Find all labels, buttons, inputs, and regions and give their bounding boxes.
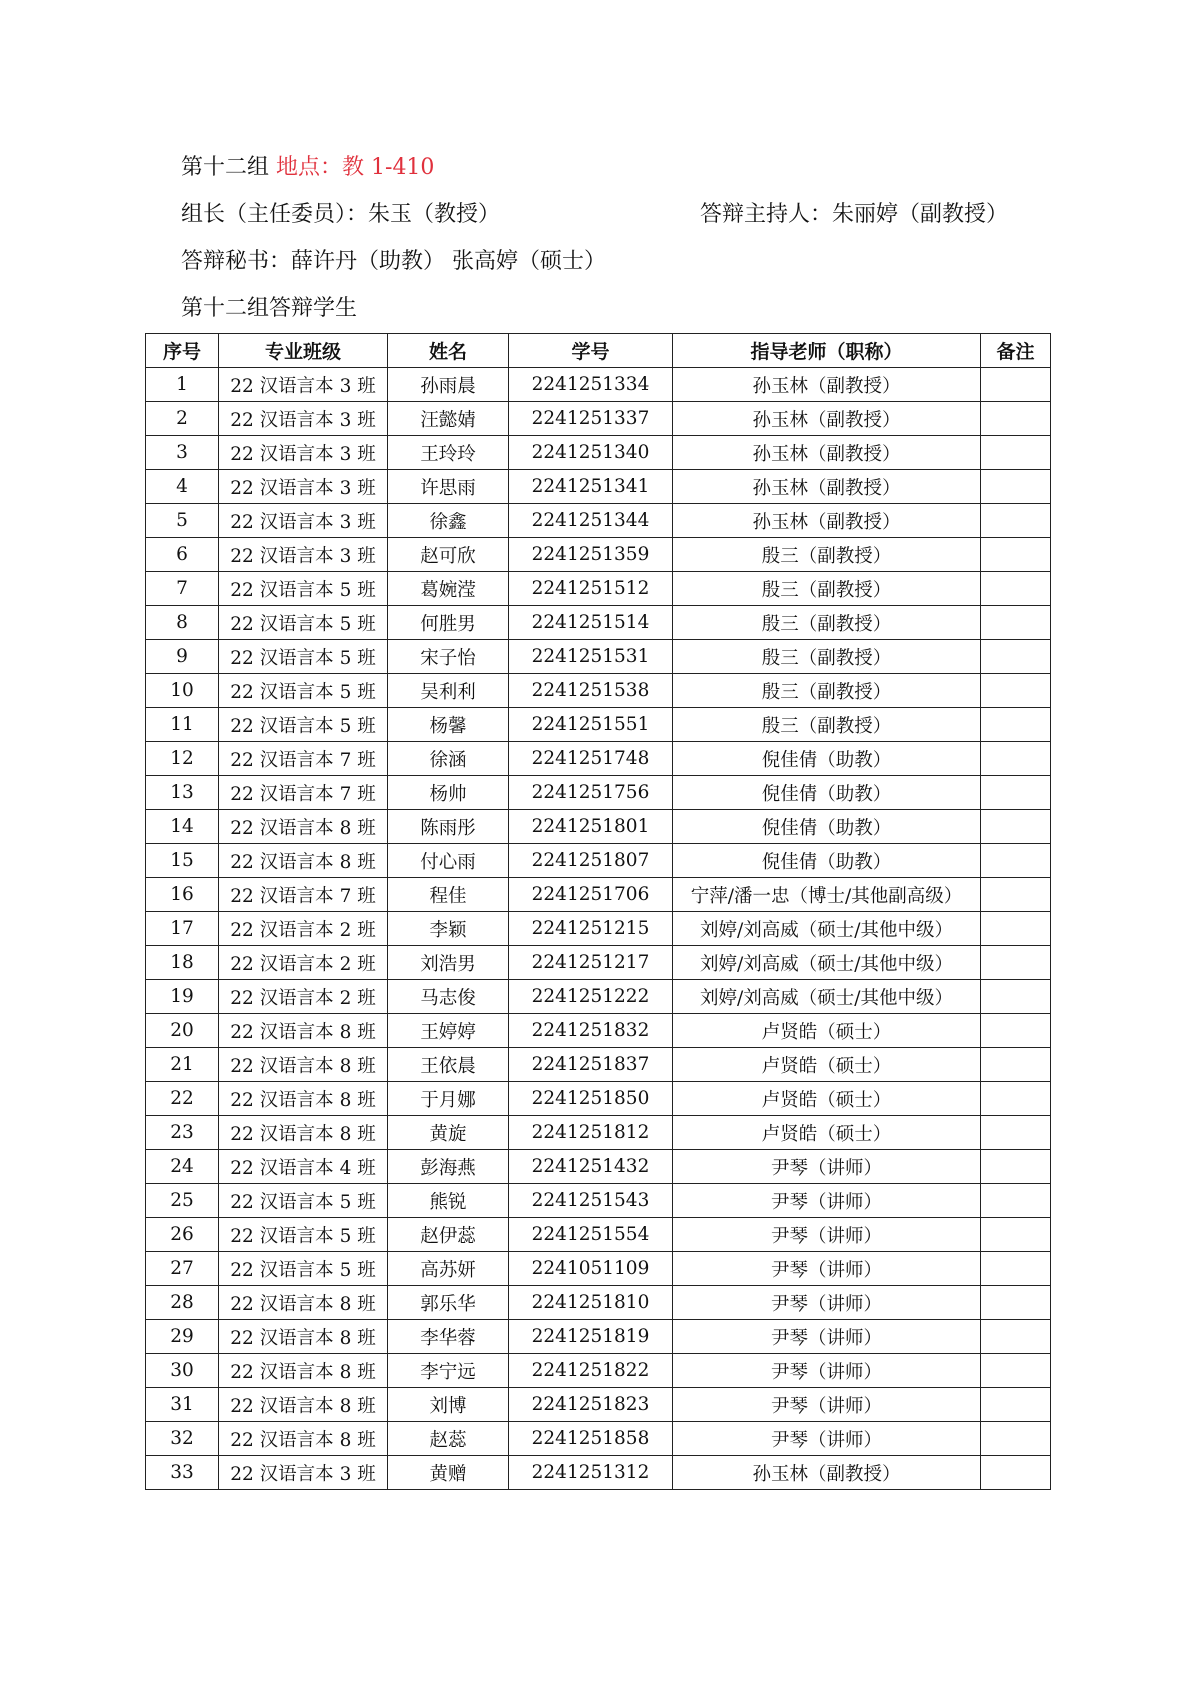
cell-name: 马志俊 (388, 980, 509, 1014)
cell-index: 18 (146, 946, 219, 980)
cell-name: 刘浩男 (388, 946, 509, 980)
cell-student-id: 2241251215 (509, 912, 673, 946)
cell-notes (981, 1014, 1051, 1048)
cell-student-id: 2241251756 (509, 776, 673, 810)
cell-notes (981, 368, 1051, 402)
secretary-text: 答辩秘书：薛许丹（助教） 张高婷（硕士） (181, 249, 606, 274)
cell-index: 15 (146, 844, 219, 878)
cell-index: 32 (146, 1422, 219, 1456)
cell-index: 21 (146, 1048, 219, 1082)
cell-class: 22 汉语言本 8 班 (219, 1048, 388, 1082)
cell-name: 徐鑫 (388, 504, 509, 538)
cell-class: 22 汉语言本 7 班 (219, 742, 388, 776)
cell-index: 23 (146, 1116, 219, 1150)
cell-index: 2 (146, 402, 219, 436)
cell-student-id: 2241251823 (509, 1388, 673, 1422)
cell-student-id: 2241251514 (509, 606, 673, 640)
cell-advisor: 尹琴（讲师） (673, 1320, 981, 1354)
cell-student-id: 2241251807 (509, 844, 673, 878)
cell-notes (981, 1082, 1051, 1116)
table-row (146, 1354, 1051, 1388)
table-row (146, 1184, 1051, 1218)
table-row (146, 538, 1051, 572)
column-header-student-id: 学号 (509, 334, 673, 368)
cell-name: 于月娜 (388, 1082, 509, 1116)
table-row (146, 504, 1051, 538)
cell-index: 6 (146, 538, 219, 572)
cell-advisor: 孙玉林（副教授） (673, 436, 981, 470)
cell-class: 22 汉语言本 3 班 (219, 1456, 388, 1490)
cell-index: 25 (146, 1184, 219, 1218)
cell-advisor: 尹琴（讲师） (673, 1354, 981, 1388)
cell-student-id: 2241251543 (509, 1184, 673, 1218)
cell-student-id: 2241251538 (509, 674, 673, 708)
cell-student-id: 2241251341 (509, 470, 673, 504)
table-row (146, 674, 1051, 708)
cell-index: 11 (146, 708, 219, 742)
table-row (146, 402, 1051, 436)
cell-class: 22 汉语言本 3 班 (219, 538, 388, 572)
cell-class: 22 汉语言本 8 班 (219, 1286, 388, 1320)
cell-advisor: 卢贤皓（硕士） (673, 1116, 981, 1150)
table-row (146, 708, 1051, 742)
cell-student-id: 2241251801 (509, 810, 673, 844)
table-row (146, 1388, 1051, 1422)
column-header-advisor: 指导老师（职称） (673, 334, 981, 368)
cell-advisor: 尹琴（讲师） (673, 1184, 981, 1218)
cell-class: 22 汉语言本 8 班 (219, 1320, 388, 1354)
table-row (146, 776, 1051, 810)
cell-name: 葛婉滢 (388, 572, 509, 606)
table-row (146, 1286, 1051, 1320)
cell-class: 22 汉语言本 8 班 (219, 1422, 388, 1456)
table-row (146, 742, 1051, 776)
cell-advisor: 尹琴（讲师） (673, 1218, 981, 1252)
table-row (146, 980, 1051, 1014)
cell-index: 13 (146, 776, 219, 810)
cell-student-id: 2241251312 (509, 1456, 673, 1490)
cell-advisor: 孙玉林（副教授） (673, 368, 981, 402)
cell-student-id: 2241251551 (509, 708, 673, 742)
cell-class: 22 汉语言本 8 班 (219, 1116, 388, 1150)
cell-notes (981, 1150, 1051, 1184)
cell-notes (981, 402, 1051, 436)
table-row (146, 878, 1051, 912)
cell-notes (981, 708, 1051, 742)
cell-name: 赵伊蕊 (388, 1218, 509, 1252)
table-row (146, 844, 1051, 878)
cell-notes (981, 1456, 1051, 1490)
cell-class: 22 汉语言本 4 班 (219, 1150, 388, 1184)
cell-name: 许思雨 (388, 470, 509, 504)
cell-notes (981, 1048, 1051, 1082)
cell-class: 22 汉语言本 3 班 (219, 402, 388, 436)
cell-class: 22 汉语言本 2 班 (219, 980, 388, 1014)
cell-class: 22 汉语言本 8 班 (219, 1354, 388, 1388)
cell-name: 黄旋 (388, 1116, 509, 1150)
cell-notes (981, 878, 1051, 912)
cell-student-id: 2241251812 (509, 1116, 673, 1150)
cell-name: 孙雨晨 (388, 368, 509, 402)
table-row (146, 1116, 1051, 1150)
cell-student-id: 2241251359 (509, 538, 673, 572)
cell-class: 22 汉语言本 8 班 (219, 1082, 388, 1116)
cell-index: 16 (146, 878, 219, 912)
cell-class: 22 汉语言本 8 班 (219, 1014, 388, 1048)
cell-advisor: 尹琴（讲师） (673, 1422, 981, 1456)
cell-notes (981, 1422, 1051, 1456)
table-row (146, 1252, 1051, 1286)
cell-name: 王依晨 (388, 1048, 509, 1082)
cell-index: 29 (146, 1320, 219, 1354)
cell-index: 8 (146, 606, 219, 640)
cell-class: 22 汉语言本 5 班 (219, 708, 388, 742)
cell-notes (981, 1320, 1051, 1354)
cell-notes (981, 606, 1051, 640)
students-table (145, 333, 1051, 1490)
cell-name: 李宁远 (388, 1354, 509, 1388)
host-text: 答辩主持人：朱丽婷（副教授） (700, 202, 1009, 227)
cell-student-id: 2241051109 (509, 1252, 673, 1286)
cell-name: 付心雨 (388, 844, 509, 878)
cell-notes (981, 1218, 1051, 1252)
cell-class: 22 汉语言本 7 班 (219, 878, 388, 912)
cell-notes (981, 1184, 1051, 1218)
cell-name: 赵蕊 (388, 1422, 509, 1456)
cell-student-id: 2241251858 (509, 1422, 673, 1456)
cell-index: 19 (146, 980, 219, 1014)
cell-class: 22 汉语言本 2 班 (219, 946, 388, 980)
cell-name: 熊锐 (388, 1184, 509, 1218)
cell-index: 28 (146, 1286, 219, 1320)
cell-advisor: 孙玉林（副教授） (673, 470, 981, 504)
cell-index: 20 (146, 1014, 219, 1048)
cell-class: 22 汉语言本 5 班 (219, 640, 388, 674)
cell-notes (981, 436, 1051, 470)
table-row (146, 1456, 1051, 1490)
cell-notes (981, 776, 1051, 810)
cell-student-id: 2241251822 (509, 1354, 673, 1388)
cell-notes (981, 538, 1051, 572)
cell-index: 17 (146, 912, 219, 946)
column-header-name: 姓名 (388, 334, 509, 368)
cell-index: 3 (146, 436, 219, 470)
cell-notes (981, 504, 1051, 538)
cell-class: 22 汉语言本 5 班 (219, 1184, 388, 1218)
cell-class: 22 汉语言本 5 班 (219, 1252, 388, 1286)
table-row (146, 606, 1051, 640)
cell-advisor: 孙玉林（副教授） (673, 402, 981, 436)
cell-notes (981, 640, 1051, 674)
students-title: 第十二组答辩学生 (181, 296, 358, 321)
table-row (146, 810, 1051, 844)
cell-advisor: 孙玉林（副教授） (673, 1456, 981, 1490)
table-row (146, 1048, 1051, 1082)
cell-name: 李颖 (388, 912, 509, 946)
column-header-notes: 备注 (981, 334, 1051, 368)
cell-class: 22 汉语言本 8 班 (219, 810, 388, 844)
cell-advisor: 殷三（副教授） (673, 674, 981, 708)
cell-name: 何胜男 (388, 606, 509, 640)
cell-index: 4 (146, 470, 219, 504)
cell-student-id: 2241251512 (509, 572, 673, 606)
cell-name: 陈雨彤 (388, 810, 509, 844)
cell-student-id: 2241251222 (509, 980, 673, 1014)
cell-student-id: 2241251706 (509, 878, 673, 912)
location-text: 地点：教 1-410 (276, 155, 435, 180)
column-header-class: 专业班级 (219, 334, 388, 368)
cell-index: 30 (146, 1354, 219, 1388)
group-label: 第十二组 (181, 155, 270, 180)
cell-advisor: 卢贤皓（硕士） (673, 1014, 981, 1048)
cell-name: 王婷婷 (388, 1014, 509, 1048)
cell-name: 杨帅 (388, 776, 509, 810)
cell-notes (981, 674, 1051, 708)
cell-notes (981, 1116, 1051, 1150)
cell-name: 黄赠 (388, 1456, 509, 1490)
cell-advisor: 殷三（副教授） (673, 640, 981, 674)
cell-name: 吴利利 (388, 674, 509, 708)
cell-student-id: 2241251432 (509, 1150, 673, 1184)
cell-index: 9 (146, 640, 219, 674)
cell-advisor: 卢贤皓（硕士） (673, 1082, 981, 1116)
table-row (146, 1320, 1051, 1354)
cell-student-id: 2241251344 (509, 504, 673, 538)
cell-advisor: 刘婷/刘高威（硕士/其他中级） (673, 980, 981, 1014)
table-row (146, 1218, 1051, 1252)
cell-advisor: 殷三（副教授） (673, 538, 981, 572)
cell-advisor: 殷三（副教授） (673, 606, 981, 640)
cell-index: 5 (146, 504, 219, 538)
cell-advisor: 刘婷/刘高威（硕士/其他中级） (673, 912, 981, 946)
cell-class: 22 汉语言本 5 班 (219, 1218, 388, 1252)
group-heading (181, 153, 434, 183)
cell-name: 王玲玲 (388, 436, 509, 470)
cell-advisor: 尹琴（讲师） (673, 1252, 981, 1286)
cell-student-id: 2241251850 (509, 1082, 673, 1116)
cell-advisor: 宁萍/潘一忠（博士/其他副高级） (673, 878, 981, 912)
cell-notes (981, 946, 1051, 980)
cell-name: 李华蓉 (388, 1320, 509, 1354)
cell-student-id: 2241251819 (509, 1320, 673, 1354)
cell-index: 26 (146, 1218, 219, 1252)
cell-student-id: 2241251810 (509, 1286, 673, 1320)
cell-notes (981, 1388, 1051, 1422)
cell-advisor: 倪佳倩（助教） (673, 776, 981, 810)
cell-index: 7 (146, 572, 219, 606)
cell-student-id: 2241251554 (509, 1218, 673, 1252)
cell-notes (981, 1252, 1051, 1286)
cell-advisor: 倪佳倩（助教） (673, 844, 981, 878)
cell-advisor: 尹琴（讲师） (673, 1286, 981, 1320)
cell-notes (981, 912, 1051, 946)
cell-advisor: 刘婷/刘高威（硕士/其他中级） (673, 946, 981, 980)
cell-student-id: 2241251832 (509, 1014, 673, 1048)
cell-advisor: 殷三（副教授） (673, 708, 981, 742)
column-header-index: 序号 (146, 334, 219, 368)
table-row (146, 640, 1051, 674)
cell-notes (981, 1354, 1051, 1388)
cell-index: 24 (146, 1150, 219, 1184)
cell-index: 22 (146, 1082, 219, 1116)
cell-name: 赵可欣 (388, 538, 509, 572)
cell-notes (981, 844, 1051, 878)
cell-name: 徐涵 (388, 742, 509, 776)
cell-advisor: 卢贤皓（硕士） (673, 1048, 981, 1082)
cell-advisor: 倪佳倩（助教） (673, 810, 981, 844)
table-row (146, 368, 1051, 402)
cell-student-id: 2241251340 (509, 436, 673, 470)
cell-class: 22 汉语言本 5 班 (219, 572, 388, 606)
table-row (146, 1014, 1051, 1048)
table-row (146, 470, 1051, 504)
leader-text: 组长（主任委员）：朱玉（教授） (181, 202, 501, 227)
cell-index: 10 (146, 674, 219, 708)
table-row (146, 946, 1051, 980)
cell-notes (981, 742, 1051, 776)
table-row (146, 1150, 1051, 1184)
cell-name: 程佳 (388, 878, 509, 912)
table-row (146, 1422, 1051, 1456)
cell-class: 22 汉语言本 3 班 (219, 368, 388, 402)
table-row (146, 1082, 1051, 1116)
cell-name: 汪懿婧 (388, 402, 509, 436)
cell-advisor: 殷三（副教授） (673, 572, 981, 606)
cell-student-id: 2241251217 (509, 946, 673, 980)
cell-index: 14 (146, 810, 219, 844)
cell-name: 高苏妍 (388, 1252, 509, 1286)
cell-advisor: 尹琴（讲师） (673, 1388, 981, 1422)
cell-index: 27 (146, 1252, 219, 1286)
cell-index: 31 (146, 1388, 219, 1422)
cell-student-id: 2241251337 (509, 402, 673, 436)
table-body (146, 368, 1051, 1490)
cell-notes (981, 1286, 1051, 1320)
table-row (146, 912, 1051, 946)
cell-notes (981, 470, 1051, 504)
cell-name: 宋子怡 (388, 640, 509, 674)
cell-student-id: 2241251748 (509, 742, 673, 776)
cell-advisor: 倪佳倩（助教） (673, 742, 981, 776)
cell-advisor: 尹琴（讲师） (673, 1150, 981, 1184)
cell-student-id: 2241251334 (509, 368, 673, 402)
cell-class: 22 汉语言本 2 班 (219, 912, 388, 946)
cell-class: 22 汉语言本 3 班 (219, 436, 388, 470)
cell-index: 33 (146, 1456, 219, 1490)
cell-notes (981, 572, 1051, 606)
cell-class: 22 汉语言本 5 班 (219, 674, 388, 708)
table-header-row (146, 334, 1051, 368)
cell-class: 22 汉语言本 3 班 (219, 470, 388, 504)
table-row (146, 572, 1051, 606)
cell-name: 杨馨 (388, 708, 509, 742)
cell-notes (981, 980, 1051, 1014)
cell-class: 22 汉语言本 8 班 (219, 1388, 388, 1422)
table-row (146, 436, 1051, 470)
cell-advisor: 孙玉林（副教授） (673, 504, 981, 538)
cell-notes (981, 810, 1051, 844)
cell-student-id: 2241251531 (509, 640, 673, 674)
cell-index: 1 (146, 368, 219, 402)
cell-class: 22 汉语言本 3 班 (219, 504, 388, 538)
cell-class: 22 汉语言本 8 班 (219, 844, 388, 878)
cell-name: 郭乐华 (388, 1286, 509, 1320)
cell-name: 刘博 (388, 1388, 509, 1422)
cell-student-id: 2241251837 (509, 1048, 673, 1082)
cell-class: 22 汉语言本 7 班 (219, 776, 388, 810)
cell-class: 22 汉语言本 5 班 (219, 606, 388, 640)
cell-index: 12 (146, 742, 219, 776)
cell-name: 彭海燕 (388, 1150, 509, 1184)
